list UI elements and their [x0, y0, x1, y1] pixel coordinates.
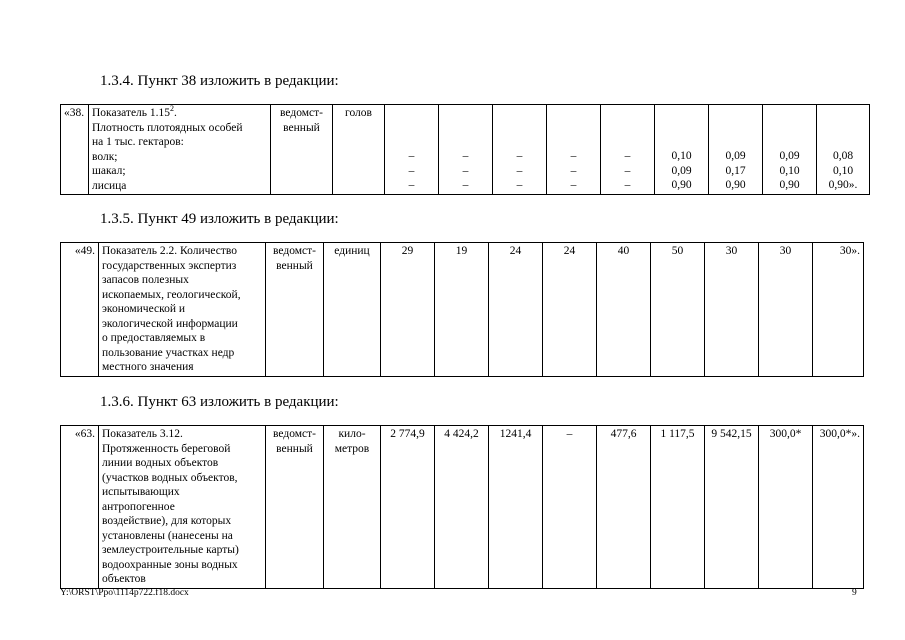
value-cell: –: [543, 426, 597, 589]
org-cell: ведомст- венный: [271, 105, 333, 195]
table-item-63: [60, 425, 864, 589]
value-cell: – – –: [547, 105, 601, 195]
table-row: [61, 105, 870, 195]
value-cell: – – –: [493, 105, 547, 195]
value-cell: 24: [489, 243, 543, 377]
unit-cell: единиц: [324, 243, 381, 377]
value-cell: – – –: [439, 105, 493, 195]
value-cell: 40: [597, 243, 651, 377]
row-number: «38.: [61, 105, 89, 195]
value-cell: 1 117,5: [651, 426, 705, 589]
value-cell: 0,10 0,09 0,90: [655, 105, 709, 195]
section-heading-49: 1.3.5. Пункт 49 изложить в редакции:: [100, 211, 339, 227]
value-cell: 30».: [813, 243, 864, 377]
indicator-cell: Показатель 2.2. Количество государственных экспертиз запасов полезных ископаемых, геологической, экономической и экологической информации о предоставляемых в пользование участках недр местного значения: [99, 243, 266, 377]
value-cell: 300,0*: [759, 426, 813, 589]
table-row: [61, 243, 864, 377]
indicator-title: Показатель 1.15$^2$.: [92, 104, 177, 119]
value-cell: 30: [759, 243, 813, 377]
value-cell: 29: [381, 243, 435, 377]
org-cell: ведомст- венный: [266, 426, 324, 589]
row-number: «63.: [61, 426, 99, 589]
footer-file-path: Y:\ORST\Ppo\1114p722.f18.docx: [60, 588, 189, 598]
indicator-cell: Показатель 3.12. Протяженность береговой линии водных объектов (участков водных объектов, испытывающих антропогенное воздействие), для которых установлены (нанесены на землеустроительные карты) водоохранные зоны водных объектов: [99, 426, 266, 589]
value-cell: 0,08 0,10 0,90».: [817, 105, 870, 195]
value-cell: 24: [543, 243, 597, 377]
indicator-cell: Показатель 1.15$^2$. Плотность плотоядных особей на 1 тыс. гектаров: волк; шакал; лисица: [89, 105, 271, 195]
section-heading-38: 1.3.4. Пункт 38 изложить в редакции:: [100, 73, 339, 89]
value-cell: 4 424,2: [435, 426, 489, 589]
value-cell: 19: [435, 243, 489, 377]
value-cell: 0,09 0,10 0,90: [763, 105, 817, 195]
value-cell: 477,6: [597, 426, 651, 589]
value-cell: 1241,4: [489, 426, 543, 589]
table-row: [61, 426, 864, 589]
value-cell: 50: [651, 243, 705, 377]
org-cell: ведомст- венный: [266, 243, 324, 377]
value-cell: – – –: [385, 105, 439, 195]
unit-cell: кило- метров: [324, 426, 381, 589]
value-cell: 2 774,9: [381, 426, 435, 589]
value-cell: 0,09 0,17 0,90: [709, 105, 763, 195]
value-cell: 9 542,15: [705, 426, 759, 589]
table-item-49: [60, 242, 864, 377]
value-cell: 300,0*».: [813, 426, 864, 589]
value-cell: 30: [705, 243, 759, 377]
table-item-38: [60, 104, 870, 195]
row-number: «49.: [61, 243, 99, 377]
section-heading-63: 1.3.6. Пункт 63 изложить в редакции:: [100, 394, 339, 410]
value-cell: – – –: [601, 105, 655, 195]
unit-cell: голов: [333, 105, 385, 195]
page-number: 9: [852, 588, 857, 598]
